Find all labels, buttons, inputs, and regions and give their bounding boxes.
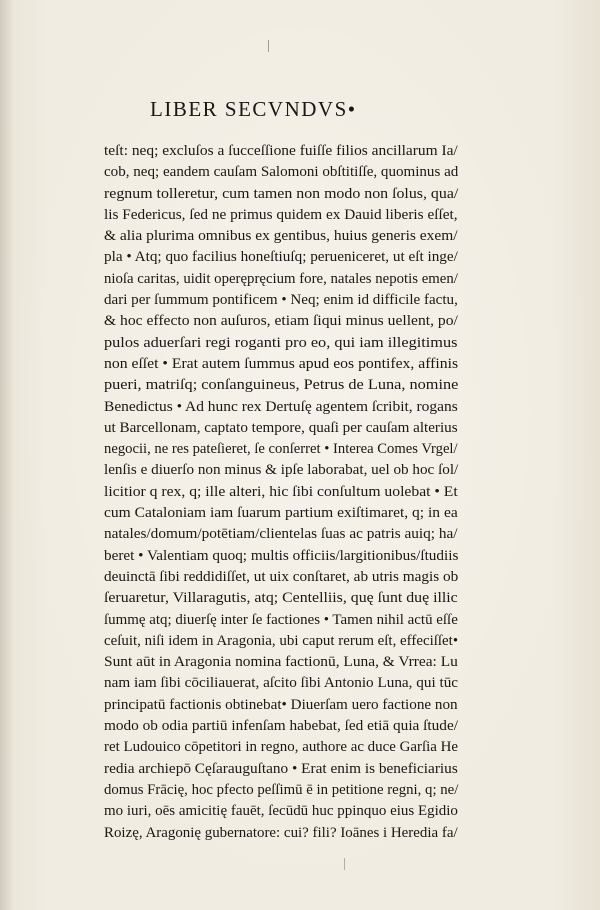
text-line: cum Cataloniam iam ſuarum partium exiſtimaret, q; in ea: [104, 505, 458, 522]
top-page-mark: [268, 40, 269, 52]
text-line: redia archiepō Cęſarauguſtano • Erat enim is beneficiarius: [104, 760, 458, 777]
text-line: non eſſet • Erat autem ſummus apud eos pontifex, affinis: [104, 355, 459, 372]
text-line: teſt: neq; excluſos a ſucceſſione fuiſſe filios ancillarum Ia/: [104, 143, 458, 159]
text-line: domus Frācię, hoc pfecto peſſimū ē in petitione regni, q; ne/: [104, 781, 459, 798]
text-line: ſummę atq; diuerſę inter ſe factiones • Tamen nihil actū eſſe: [104, 611, 458, 628]
text-line: nam iam ſibi cōciliauerat, aſcito ſibi Antonio Luna, qui tūc: [104, 675, 459, 692]
text-line: ut Barcellonam, captato tempore, quaſi per cauſam alterius: [104, 419, 458, 436]
text-line: Benedictus • Ad hunc rex Dertuſę agentem ſcribit, rogans: [104, 398, 458, 415]
text-line: ceſuit, niſi idem in Aragonia, ubi caput rerum eſt, effeciſſet•: [104, 632, 459, 649]
text-line: Roizę, Aragonię gubernatore: cui? fili? Ioānes i Heredia fa/: [104, 824, 458, 841]
text-line: ret Ludouico cōpetitori in regno, authore ac duce Garſia He: [104, 739, 459, 756]
text-block: [104, 141, 458, 844]
bottom-page-mark: [344, 858, 345, 870]
text-line: pla • Atq; quo facilius honeſtiuſq; perueniceret, ut eſt inge/: [104, 249, 458, 266]
text-line: dari per ſummum pontificem • Neq; enim id difficile factu,: [104, 292, 458, 309]
text-line: pueri, matriſq; conſanguineus, Petrus de Luna, nomine: [104, 377, 459, 394]
text-line: lis Federicus, ſed ne primus quidem ex Dauid liberis eſſet,: [104, 206, 458, 223]
text-line: pulos aduerſari regi roganti pro eo, qui iam illegitimus: [104, 334, 458, 351]
text-line: lenſis e diuerſo non minus & ipſe laborabat, uel ob hoc ſol/: [104, 462, 459, 479]
text-line: ſeruaretur, Villaragutis, atq; Centelliis, quę ſunt duę illic: [104, 590, 458, 607]
text-line: cob, neq; eandem cauſam Salomoni obſtitiſſe, quominus ad: [104, 164, 459, 181]
text-line: mo iuri, oēs amicitię fauēt, ſecūdū huc ppinquo eius Egidio: [104, 803, 458, 820]
text-line: modo ob odia partiū infenſam habebat, ſed etiā quia ſtude/: [104, 718, 458, 735]
text-line: deuinctā ſibi reddidiſſet, ut uix conſtaret, ab utris magis ob: [104, 568, 459, 585]
text-line: beret • Valentiam quoq; multis officiis/largitionibus/ſtudiis: [104, 547, 459, 564]
text-line: & alia plurima omnibus ex gentibus, huius generis exem/: [104, 228, 458, 245]
text-line: natales/domum/potētiam/clientelas ſuas ac patris auiq; ha/: [104, 526, 458, 543]
text-line: regnum tolleretur, cum tamen non modo non ſolus, qua/: [104, 185, 459, 202]
text-line: & hoc effecto non auſuros, etiam ſiqui minus uellent, po/: [104, 313, 458, 330]
text-line: licitior q rex, q; ille alteri, hic ſibi conſultum uolebat • Et: [104, 483, 458, 500]
page-gutter-shadow: [0, 0, 14, 910]
text-line: Sunt aūt in Aragonia nomina factionū, Luna, & Vrrea: Lu: [104, 654, 458, 671]
running-head: LIBER SECVNDVS•: [150, 97, 357, 121]
text-line: negocii, ne res pateſieret, ſe conſerret • Interea Comes Vrgel/: [104, 441, 458, 458]
text-line: nioſa caritas, uidit operępręcium fore, natales nepotis emen/: [104, 270, 458, 287]
text-line: principatū factionis obtinebat• Diuerſam uero factione non: [104, 696, 458, 713]
